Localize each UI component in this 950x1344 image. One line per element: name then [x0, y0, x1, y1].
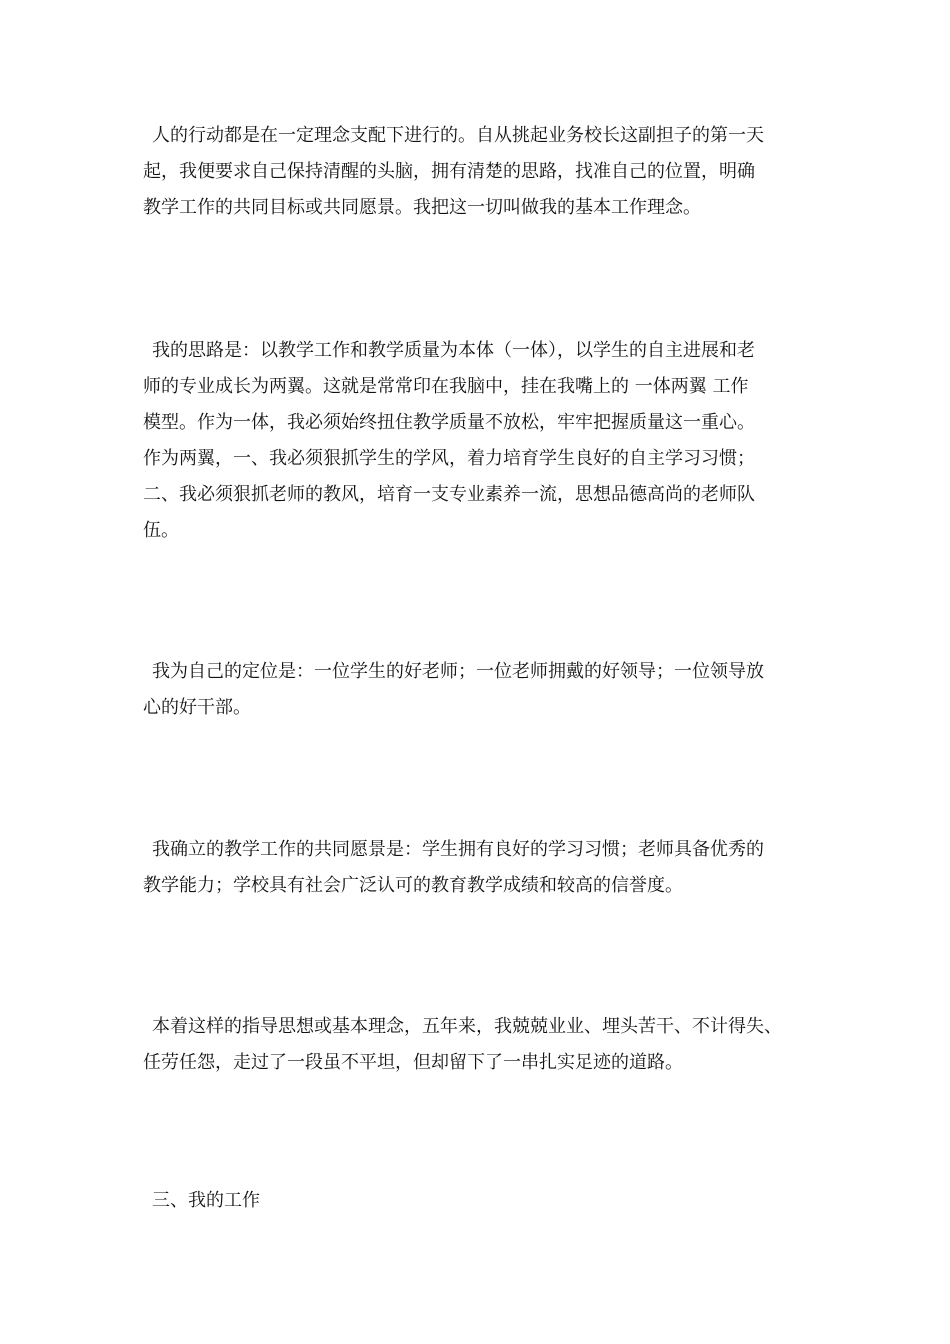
section-heading: 三、我的工作 — [152, 1190, 260, 1211]
paragraph-line: 二、我必须狠抓老师的教风，培育一支专业素养一流，思想品德高尚的老师队 — [143, 484, 755, 505]
section-heading-my-work — [143, 1183, 823, 1219]
paragraph-approach — [143, 333, 823, 549]
paragraph-line: 人的行动都是在一定理念支配下进行的。自从挑起业务校长这副担子的第一天 — [152, 125, 764, 146]
paragraph-shared-vision — [143, 832, 823, 904]
paragraph-line: 我为自己的定位是：一位学生的好老师；一位老师拥戴的好领导；一位领导放 — [152, 661, 764, 682]
paragraph-line: 作为两翼，一、我必须狠抓学生的学风，着力培育学生良好的自主学习习惯； — [143, 448, 755, 469]
paragraph-line: 模型。作为一体，我必须始终扭住教学质量不放松，牢牢把握质量这一重心。 — [143, 412, 755, 433]
paragraph-line: 我的思路是：以教学工作和教学质量为本体（一体），以学生的自主进展和老 — [152, 340, 755, 361]
paragraph-five-years — [143, 1009, 823, 1081]
paragraph-work-philosophy — [143, 118, 823, 226]
paragraph-line: 起，我便要求自己保持清醒的头脑，拥有清楚的思路，找准自己的位置，明确 — [143, 161, 755, 182]
paragraph-self-positioning — [143, 654, 823, 726]
paragraph-line: 我确立的教学工作的共同愿景是：学生拥有良好的学习习惯；老师具备优秀的 — [152, 839, 764, 860]
paragraph-line: 教学能力；学校具有社会广泛认可的教育教学成绩和较高的信誉度。 — [143, 875, 683, 896]
paragraph-line: 伍。 — [143, 520, 179, 541]
paragraph-line: 师的专业成长为两翼。这就是常常印在我脑中，挂在我嘴上的 一体两翼 工作 — [143, 376, 749, 397]
paragraph-line: 教学工作的共同目标或共同愿景。我把这一切叫做我的基本工作理念。 — [143, 197, 701, 218]
paragraph-line: 心的好干部。 — [143, 697, 251, 718]
paragraph-line: 任劳任怨，走过了一段虽不平坦，但却留下了一串扎实足迹的道路。 — [143, 1052, 683, 1073]
paragraph-line: 本着这样的指导思想或基本理念，五年来，我兢兢业业、埋头苦干、不计得失、 — [152, 1016, 782, 1037]
